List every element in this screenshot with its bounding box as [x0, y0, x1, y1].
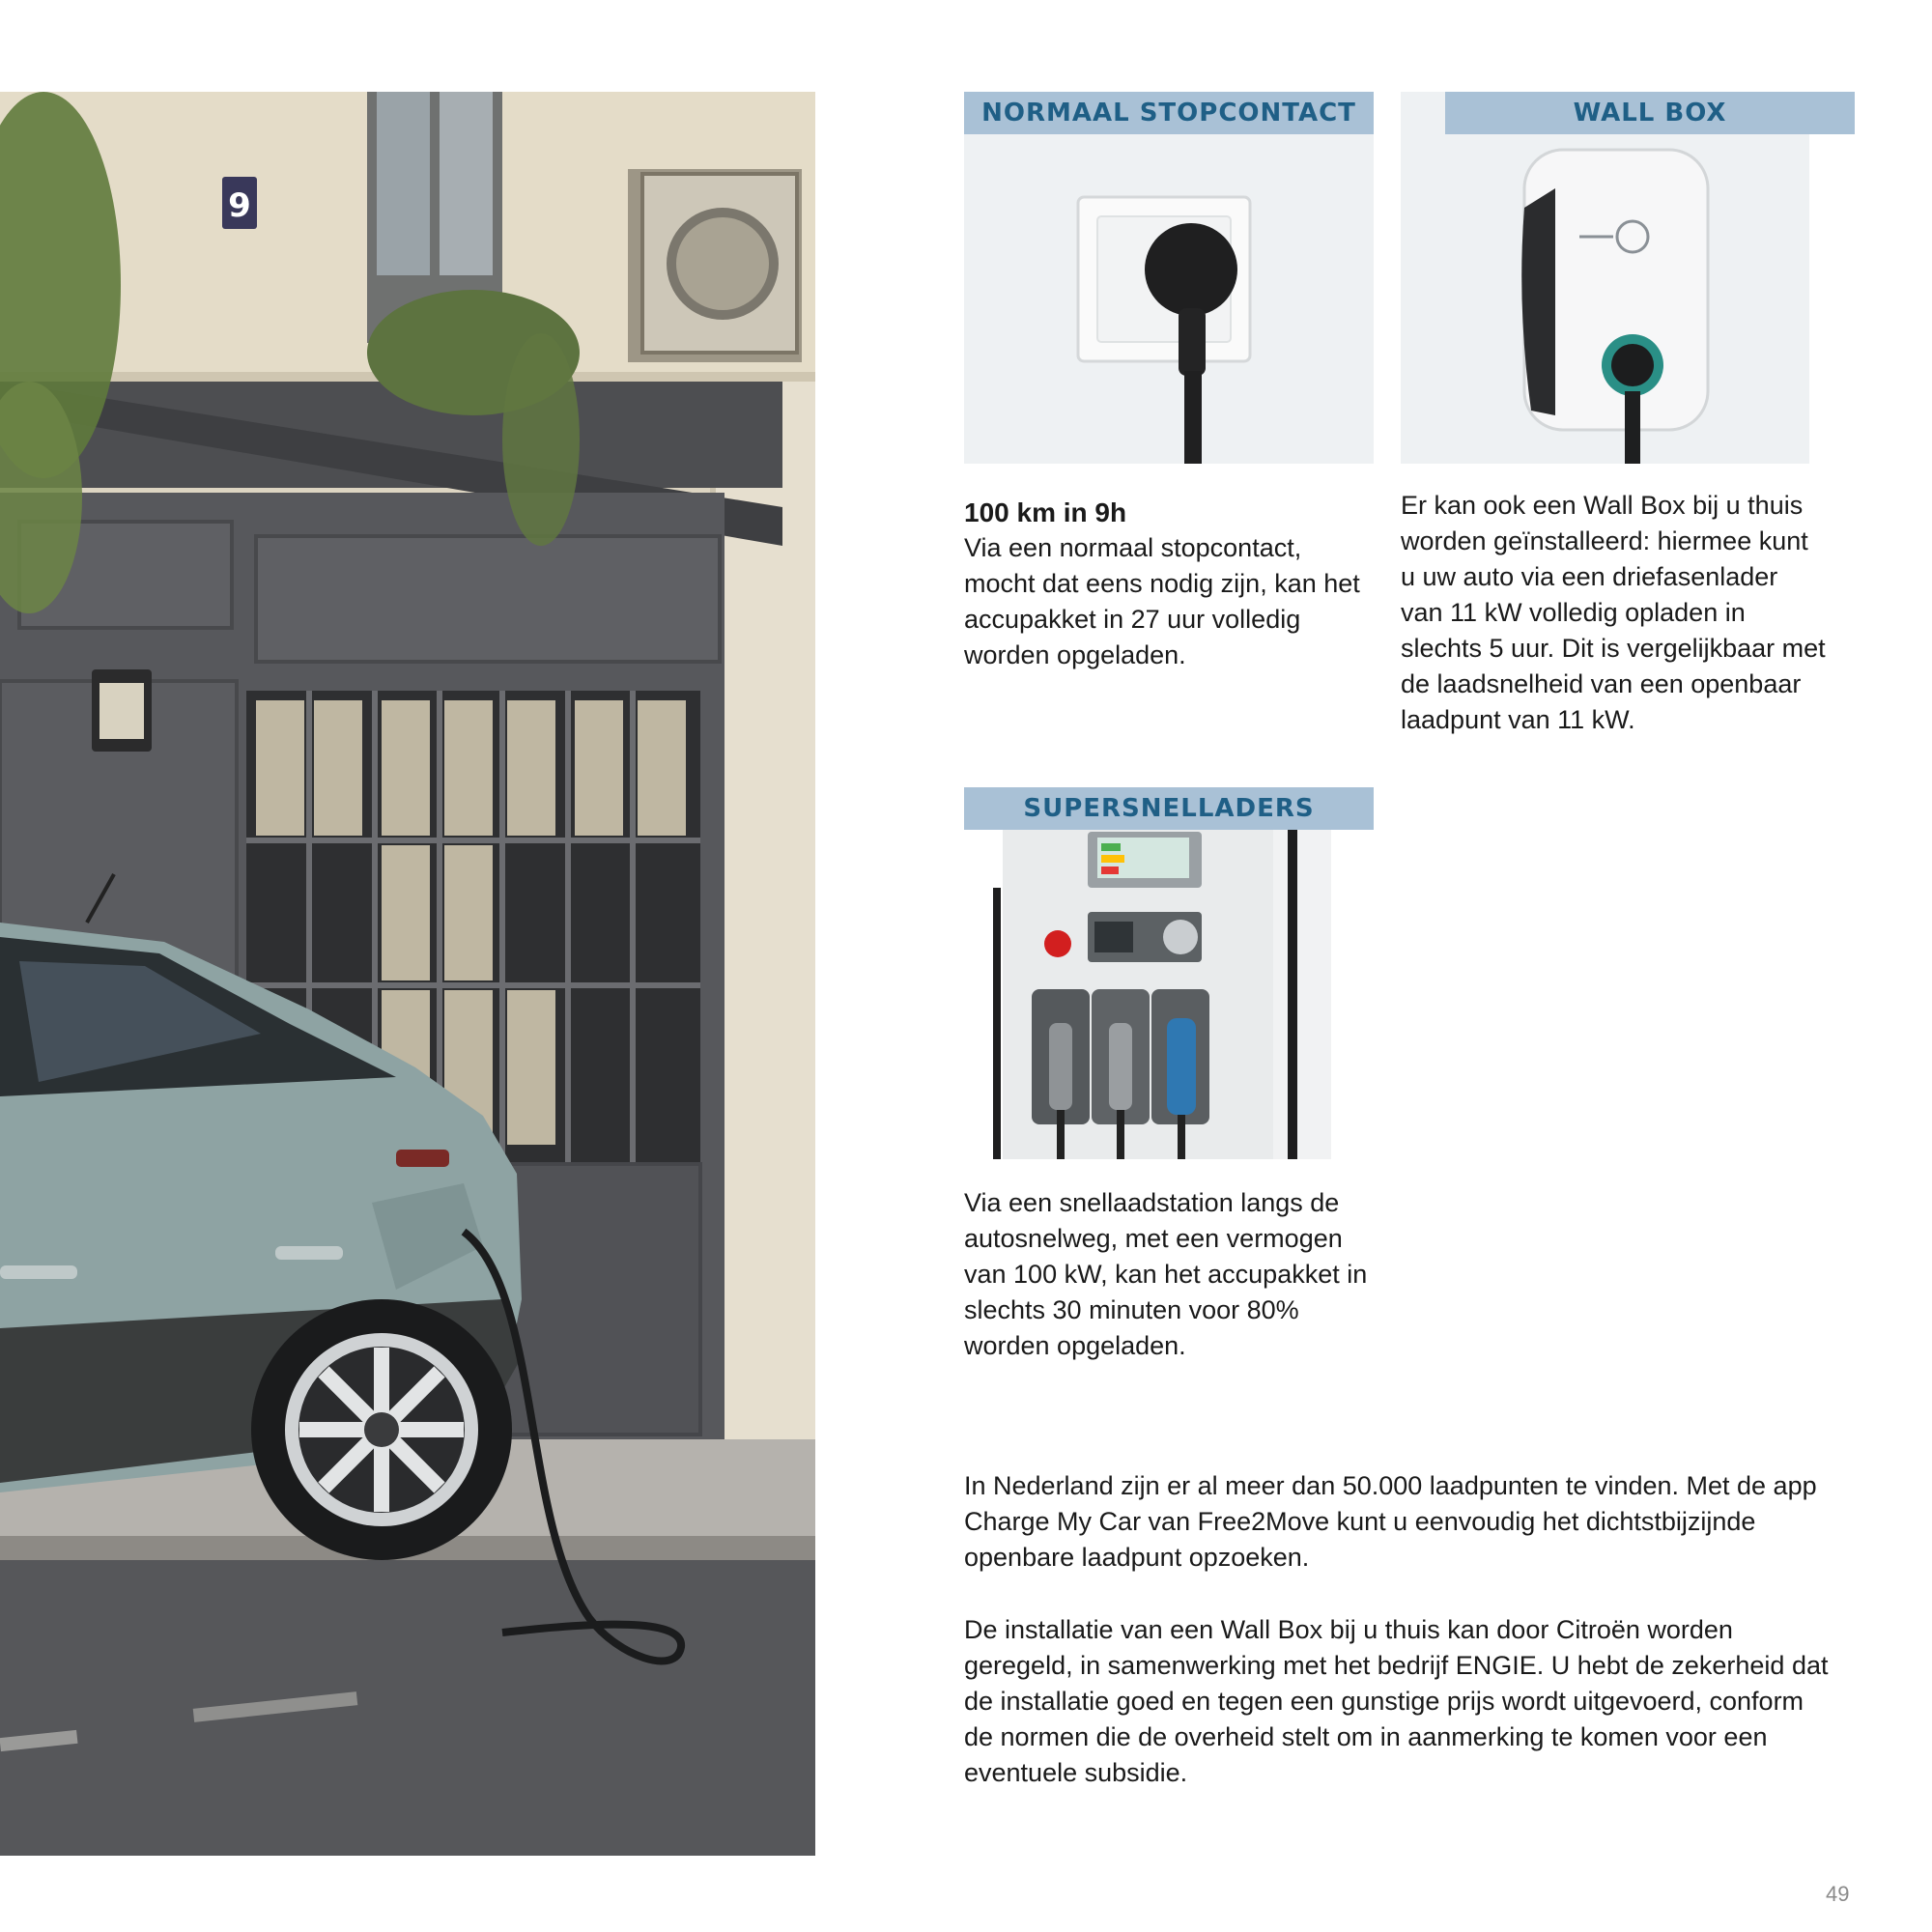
header-wall-box: WALL BOX [1445, 92, 1855, 134]
house-number: 9 [228, 186, 251, 225]
supercharger-illustration [964, 830, 1337, 1159]
text-normaal [964, 495, 1379, 673]
text-supersnelladers: Via een snellaadstation langs de autosnelweg, met een vermogen van 100 kW, kan het accupakket in slechts 30 minuten voor 80% worden opgeladen. [964, 1188, 1368, 1360]
socket-illustration [964, 134, 1374, 464]
hero-illustration [0, 92, 815, 1856]
page-number: 49 [1826, 1882, 1850, 1906]
hero-photo [0, 92, 815, 1856]
paragraph-installatie: De installatie van een Wall Box bij u thuis kan door Citroën worden geregeld, in samenwerking met het bedrijf ENGIE. U hebt de zekerheid dat de installatie goed en tegen een gunstige prijs wordt uitgevoerd, conform de normen die de overheid stelt om in aanmerking te komen voor een eventuele subsidie. [964, 1615, 1829, 1787]
text-normaal-body: Via een normaal stopcontact, mocht dat eens nodig zijn, kan het accupakket in 27 uur volledig worden opgeladen. [964, 533, 1360, 669]
lead-100km-9h: 100 km in 9h [964, 497, 1127, 527]
wallbox-illustration [1401, 92, 1809, 464]
photo-supercharger [964, 830, 1337, 1159]
paragraph-nederland: In Nederland zijn er al meer dan 50.000 laadpunten te vinden. Met de app Charge My Car van Free2Move kunt u eenvoudig het dichtstbijzijnde openbare laadpunt opzoeken. [964, 1471, 1817, 1572]
photo-normal-socket [964, 134, 1374, 464]
header-supersnelladers: SUPERSNELLADERS [964, 787, 1374, 830]
header-normaal-stopcontact: NORMAAL STOPCONTACT [964, 92, 1374, 134]
text-wallbox: Er kan ook een Wall Box bij u thuis worden geïnstalleerd: hiermee kunt u uw auto via een driefasenlader van 11 kW volledig opladen in slechts 5 uur. Dit is vergelijkbaar met de laadsnelheid van een openbaar laadpunt van 11 kW. [1401, 491, 1826, 734]
photo-wall-box [1401, 92, 1809, 464]
